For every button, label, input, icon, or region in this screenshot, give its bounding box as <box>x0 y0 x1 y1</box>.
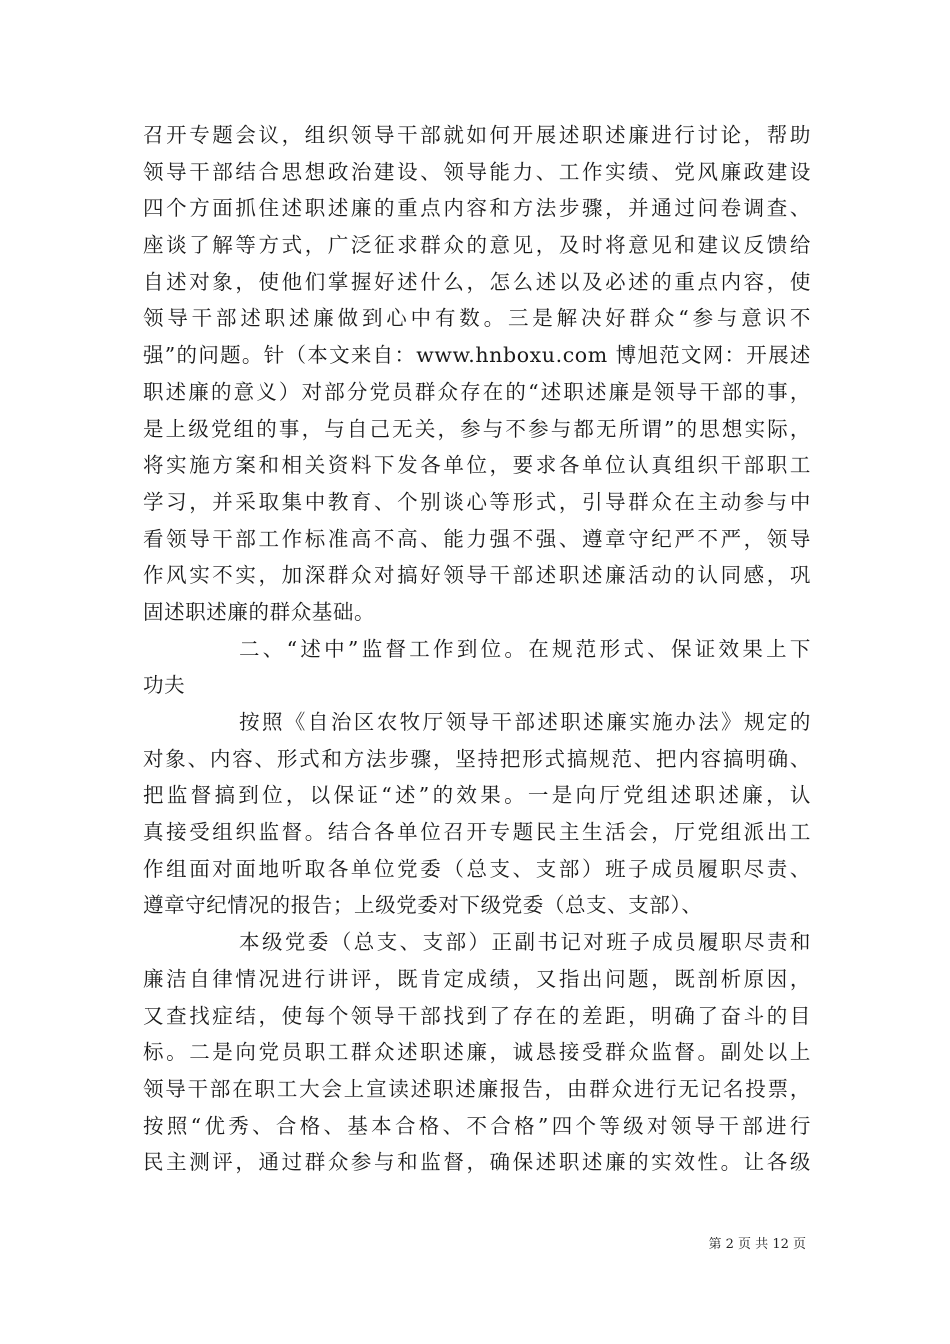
text-line: 将实施方案和相关资料下发各单位，要求各单位认真组织干部职工 <box>143 453 811 478</box>
text-line: 作风实不实，加深群众对搞好领导干部述职述廉活动的认同感，巩 <box>143 563 811 588</box>
text-line: 职述廉的意义）对部分党员群众存在的“述职述廉是领导干部的事， <box>143 379 811 404</box>
text-line: 真接受组织监督。结合各单位召开专题民主生活会，厅党组派出工 <box>143 820 811 845</box>
text-line: 座谈了解等方式，广泛征求群众的意见，及时将意见和建议反馈给 <box>143 233 811 258</box>
text-line: 作组面对面地听取各单位党委（总支、支部）班子成员履职尽责、 <box>143 856 811 881</box>
text-line: 学习，并采取集中教育、个别谈心等形式，引导群众在主动参与中 <box>143 489 811 514</box>
document-body <box>143 117 811 1181</box>
text-line: 领导干部述职述廉做到心中有数。三是解决好群众“参与意识不 <box>143 306 811 331</box>
text-line: 标。二是向党员职工群众述职述廉，诚恳接受群众监督。副处以上 <box>143 1040 811 1065</box>
section-heading-line: 二、“述中”监督工作到位。在规范形式、保证效果上下 <box>239 636 811 661</box>
text-line: 召开专题会议，组织领导干部就如何开展述职述廉进行讨论，帮助 <box>143 123 811 147</box>
page-number-footer: 第 2 页 共 12 页 <box>708 1237 806 1252</box>
text-line: 强”的问题。针（本文来自：www.hnboxu.com 博旭范文网：开展述 <box>143 343 811 368</box>
text-line: 把监督搞到位，以保证“述”的效果。一是向厅党组述职述廉，认 <box>143 783 811 808</box>
text-line: 领导干部结合思想政治建设、领导能力、工作实绩、党风廉政建设 <box>143 159 811 184</box>
text-line: 四个方面抓住述职述廉的重点内容和方法步骤，并通过问卷调查、 <box>143 196 811 221</box>
text-line: 看领导干部工作标准高不高、能力强不强、遵章守纪严不严，领导 <box>143 526 811 551</box>
text-line: 自述对象，使他们掌握好述什么，怎么述以及必述的重点内容，使 <box>143 269 811 294</box>
text-line: 领导干部在职工大会上宣读述职述廉报告，由群众进行无记名投票， <box>143 1076 811 1101</box>
text-line: 按照《自治区农牧厅领导干部述职述廉实施办法》规定的 <box>239 710 811 734</box>
text-line: 遵章守纪情况的报告；上级党委对下级党委（总支、支部）、 <box>143 893 703 918</box>
text-line: 是上级党组的事，与自己无关，参与不参与都无所谓”的思想实际， <box>143 416 811 441</box>
text-line: 按照“优秀、合格、基本合格、不合格”四个等级对领导干部进行 <box>143 1113 811 1138</box>
section-heading-line: 功夫 <box>143 673 186 698</box>
text-line: 本级党委（总支、支部）正副书记对班子成员履职尽责和 <box>239 930 811 955</box>
text-line: 又查找症结，使每个领导干部找到了存在的差距，明确了奋斗的目 <box>143 1003 811 1028</box>
text-line: 民主测评，通过群众参与和监督，确保述职述廉的实效性。让各级 <box>143 1150 811 1175</box>
text-line: 对象、内容、形式和方法步骤，坚持把形式搞规范、把内容搞明确、 <box>143 746 811 771</box>
text-line: 固述职述廉的群众基础。 <box>143 599 376 624</box>
text-line: 廉洁自律情况进行讲评，既肯定成绩，又指出问题，既剖析原因， <box>143 966 811 991</box>
